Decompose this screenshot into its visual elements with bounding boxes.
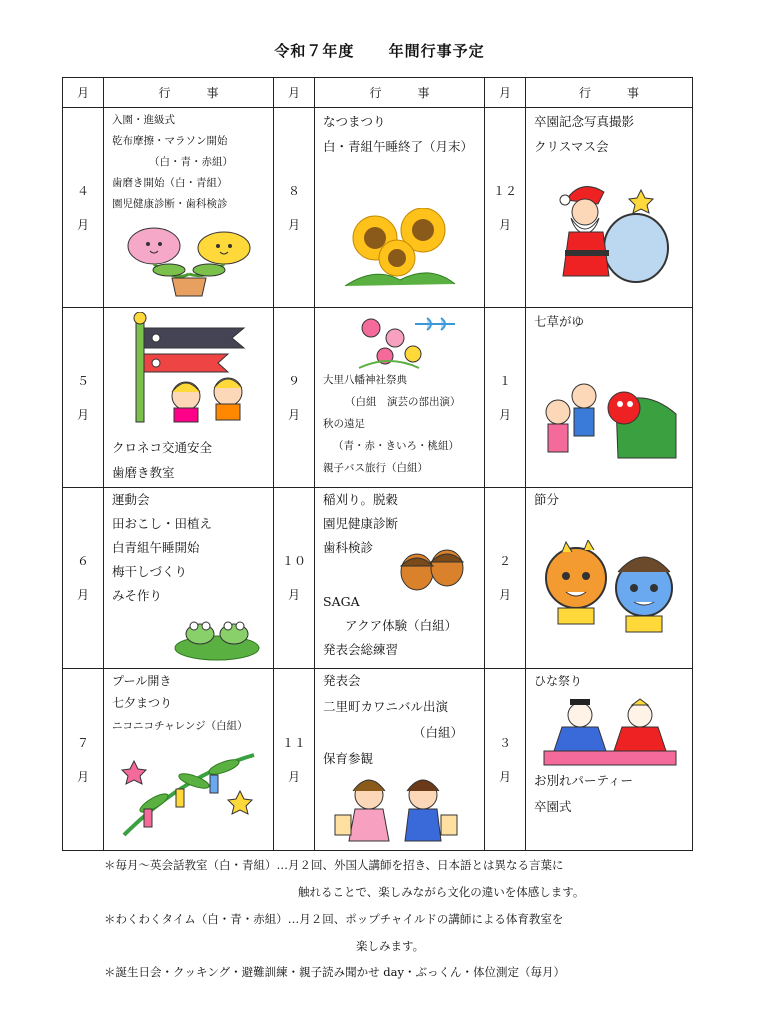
- event-item: 歯磨き開始（白・青組）: [112, 177, 228, 189]
- header-month: 月: [274, 78, 315, 108]
- event-item: （白組）: [413, 725, 464, 740]
- event-item: ニコニコチャレンジ（白組）: [112, 720, 248, 732]
- month-cell-feb: ２ 月: [485, 488, 526, 669]
- event-item: 七夕まつり: [112, 696, 173, 710]
- events-cell-mar: [526, 669, 693, 851]
- month-cell-dec: １２ 月: [485, 108, 526, 308]
- events-cell-apr: [104, 108, 274, 308]
- event-item: 秋の遠足: [323, 418, 365, 430]
- oni-illustration: [536, 540, 686, 640]
- events-cell-aug: [315, 108, 485, 308]
- event-item: みそ作り: [112, 588, 163, 603]
- header-events: 行 事: [526, 78, 693, 108]
- note-line: ＊わくわくタイム（白・青・赤組）…月２回、ポップチャイルドの講師による体育教室を: [104, 912, 564, 926]
- table-row: [63, 488, 693, 669]
- month-cell-sep: ９ 月: [274, 308, 315, 488]
- table-row: [63, 669, 693, 851]
- events-cell-nov: [315, 669, 485, 851]
- events-cell-jan: [526, 308, 693, 488]
- events-cell-may: [104, 308, 274, 488]
- month-cell-jul: ７ 月: [63, 669, 104, 851]
- month-cell-jun: ６ 月: [63, 488, 104, 669]
- event-item: 白・青組午睡終了（月末）: [323, 139, 474, 154]
- header-month: 月: [63, 78, 104, 108]
- month-cell-apr: ４ 月: [63, 108, 104, 308]
- event-item: 節分: [534, 492, 560, 507]
- frogs-illustration: [172, 606, 262, 662]
- event-item: 発表会総練習: [323, 642, 399, 657]
- month-cell-mar: ３ 月: [485, 669, 526, 851]
- event-item: 稲刈り。脱穀: [323, 492, 399, 507]
- event-item: クロネコ交通安全: [112, 440, 213, 455]
- event-item: 卒園式: [534, 799, 572, 814]
- event-item: SAGA: [323, 594, 360, 609]
- event-item: 卒園記念写真撮影: [534, 114, 635, 129]
- events-cell-jul: [104, 669, 274, 851]
- note-line: ＊誕生日会・クッキング・避難訓練・親子読み聞かせ day・ぶっくん・体位測定（毎月）: [104, 965, 566, 979]
- title-era: 令和７年度: [274, 42, 355, 60]
- flowers-illustration: [114, 218, 264, 298]
- event-item: 歯磨き教室: [112, 465, 175, 480]
- event-item: アクア体験（白組）: [345, 618, 458, 633]
- event-item: お別れパーティー: [534, 773, 634, 788]
- events-cell-oct: [315, 488, 485, 669]
- koinobori-illustration: [116, 312, 266, 424]
- note-line: 楽しみます。: [356, 939, 425, 953]
- tanabata-illustration: [114, 741, 264, 841]
- event-item: 七草がゆ: [534, 314, 585, 329]
- event-item: なつまつり: [323, 114, 386, 129]
- event-item: 親子バス旅行（白組）: [323, 462, 428, 474]
- event-item: 梅干しづくり: [112, 564, 188, 579]
- event-item: 発表会: [323, 673, 361, 688]
- header-month: 月: [485, 78, 526, 108]
- event-item: 入園・進級式: [112, 114, 175, 126]
- event-item: （白・青・赤組）: [149, 156, 233, 168]
- santa-illustration: [541, 178, 671, 293]
- event-item: 園児健康診断・歯科検診: [112, 198, 228, 210]
- event-item: （青・赤・きいろ・桃組）: [333, 440, 459, 452]
- event-item: 大里八幡神社祭典: [323, 374, 407, 386]
- event-item: 田おこし・田植え: [112, 516, 213, 531]
- table-row: [63, 308, 693, 488]
- month-cell-oct: １０ 月: [274, 488, 315, 669]
- month-cell-aug: ８ 月: [274, 108, 315, 308]
- parents-illustration: [331, 775, 461, 843]
- month-cell-jan: １ 月: [485, 308, 526, 488]
- note-line: 触れることで、楽しみながら文化の違いを体感します。: [298, 885, 585, 899]
- event-item: ひな祭り: [534, 674, 583, 688]
- table-row: [63, 108, 693, 308]
- cosmos-dragonfly-illustration: [355, 312, 465, 370]
- event-item: 園児健康診断: [323, 516, 399, 531]
- event-item: （白組 演芸の部出演）: [345, 396, 461, 408]
- title-name: 年間行事予定: [388, 42, 485, 60]
- acorn-illustration: [395, 542, 469, 592]
- page-title: [0, 40, 759, 61]
- lion-dance-illustration: [538, 374, 683, 464]
- event-item: 乾布摩擦・マラソン開始: [112, 135, 228, 147]
- header-row: [63, 78, 693, 108]
- event-item: プール開き: [112, 674, 172, 688]
- schedule-table: [62, 77, 693, 851]
- hina-dolls-illustration: [540, 697, 680, 767]
- event-item: 歯科検診: [323, 540, 374, 555]
- events-cell-dec: [526, 108, 693, 308]
- event-item: 保育参観: [323, 751, 374, 766]
- events-cell-sep: [315, 308, 485, 488]
- sunflower-illustration: [335, 208, 465, 288]
- header-events: 行 事: [315, 78, 485, 108]
- month-cell-may: ５ 月: [63, 308, 104, 488]
- event-item: クリスマス会: [534, 139, 609, 154]
- header-events: 行 事: [104, 78, 274, 108]
- events-cell-jun: [104, 488, 274, 669]
- month-cell-nov: １１ 月: [274, 669, 315, 851]
- event-item: 運動会: [112, 492, 150, 507]
- event-item: 二里町カワニバル出演: [323, 699, 449, 714]
- note-line: ＊毎月～英会話教室（白・青組）…月２回、外国人講師を招き、日本語とは異なる言葉に: [104, 858, 564, 872]
- events-cell-feb: [526, 488, 693, 669]
- event-item: 白青組午睡開始: [112, 540, 200, 555]
